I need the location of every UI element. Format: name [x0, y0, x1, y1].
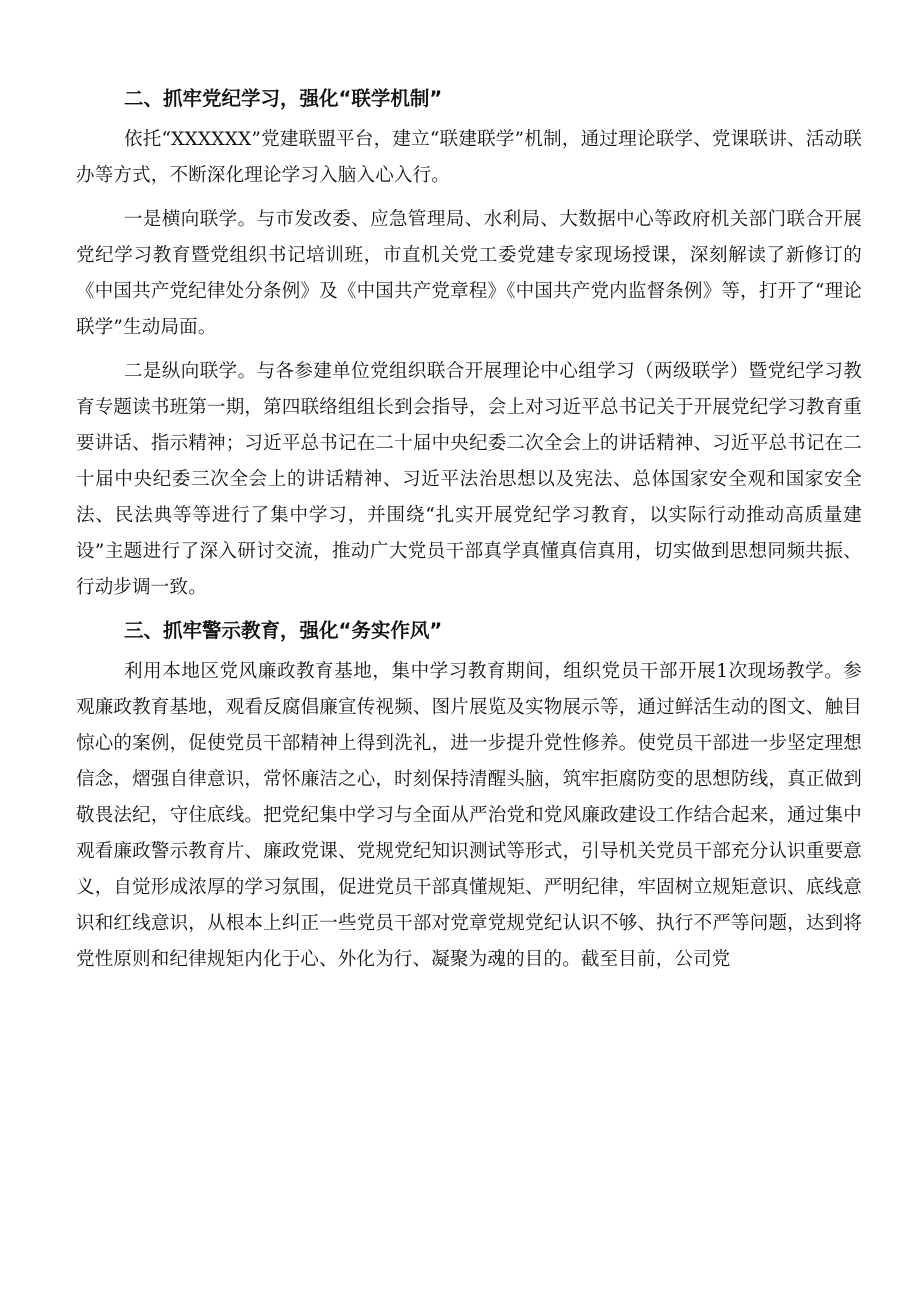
paragraph-3-warning-education: 利用本地区党风廉政教育基地，集中学习教育期间，组织党员干部开展1次现场教学。参观廉政教育基地，观看反腐倡廉宣传视频、图片展览及实物展示等，通过鲜活生动的图文、触目惊心的案例，促使党员干部精神上得到洗礼，进一步提升党性修养。使党员干部进一步坚定理想信念，熠强自律意识，常怀廉洁之心，时刻保持清醒头脑，筑牢拒腐防变的思想防线，真正做到敬畏法纪，守住底线。把党纪集中学习与全面从严治党和党风廉政建设工作结合起来，通过集中观看廉政警示教育片、廉政党课、党规党纪知识测试等形式，引导机关党员干部充分认识重要意义，自觉形成浓厚的学习氛围，促进党员干部真懂规矩、严明纪律，牢固树立规矩意识、底线意识和红线意识，从根本上纠正一些党员干部对党章党规党纪认识不够、执行不严等问题，达到将党性原则和纪律规矩内化于心、外化为行、凝聚为魂的目的。截至目前，公司党 — [76, 661, 862, 970]
section-heading-3: 三、抓牢警示教育，强化“务实作风” — [124, 619, 443, 642]
paragraph-2-vertical-study: 二是纵向联学。与各参建单位党组织联合开展理论中心组学习（两级联学）暨党纪学习教育专题读书班第一期，第四联络组组长到会指导，会上对习近平总书记关于开展党纪学习教育重要讲话、指示精神；习近平总书记在二十届中央纪委二次全会上的讲话精神、习近平总书记在二十届中央纪委三次全会上的讲话精神、习近平法治思想以及宪法、总体国家安全观和国家安全法、民法典等等进行了集中学习，并围绕“扎实开展党纪学习教育，以实际行动推动高质量建设”主题进行了深入研讨交流，推动广大党员干部真学真懂真信真用，切实做到思想同频共振、行动步调一致。 — [76, 361, 862, 598]
section-heading-2: 二、抓牢党纪学习，强化“联学机制” — [124, 87, 443, 110]
paragraph-2-intro: 依托“XXXXXX”党建联盟平台，建立“联建联学”机制，通过理论联学、党课联讲、活动联办等方式，不断深化理论学习入脑入心入行。 — [76, 129, 862, 186]
paragraph-2-horizontal-study: 一是横向联学。与市发改委、应急管理局、水利局、大数据中心等政府机关部门联合开展党纪学习教育暨党组织书记培训班，市直机关党工委党建专家现场授课，深刻解读了新修订的《中国共产党纪律处分条例》及《中国共产党章程》《中国共产党内监督条例》等，打开了“理论联学”生动局面。 — [76, 209, 862, 338]
